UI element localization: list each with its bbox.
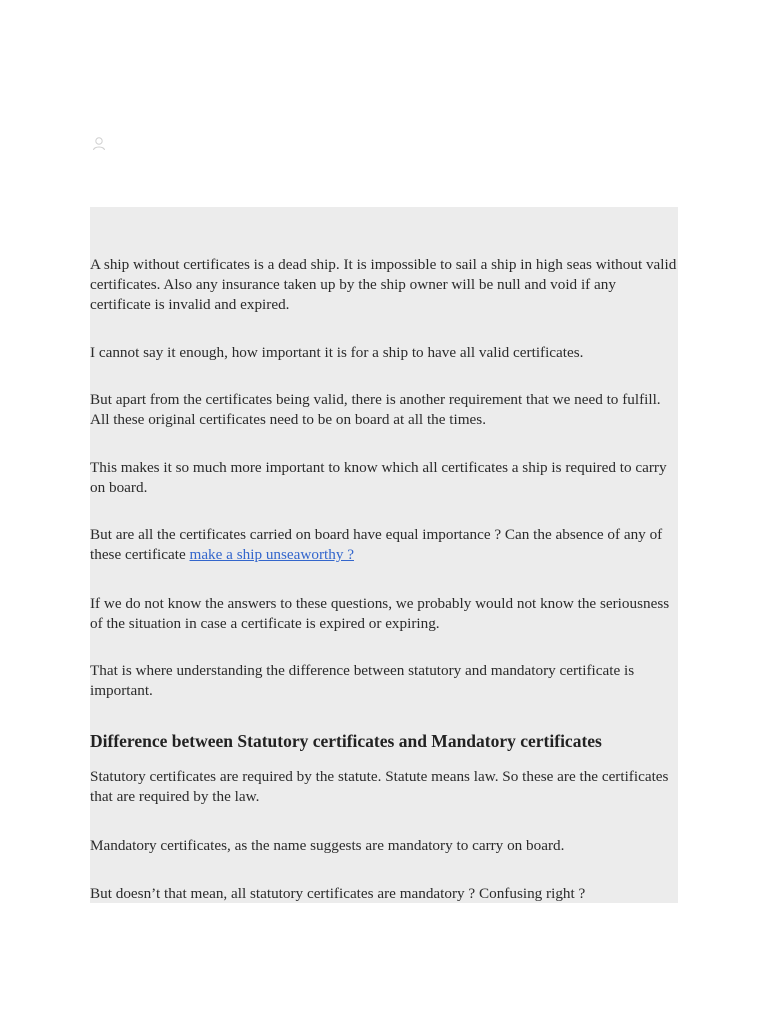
paragraph-which-certificates: This makes it so much more important to know which all certificates a ship is required to carry on board. <box>90 459 667 496</box>
paragraph-understanding: That is where understanding the difference between statutory and mandatory certificate is important. <box>90 662 635 699</box>
paragraph-answers: If we do not know the answers to these questions, we probably would not know the seriousness of the situation in case a certificate is expired or expiring. <box>90 595 670 632</box>
paragraph-intro: A ship without certificates is a dead ship. It is impossible to sail a ship in high seas without valid certificates. Also any insurance taken up by the ship owner will be null and void if any certificate is invalid and expired. <box>90 256 677 313</box>
article-body <box>90 207 678 903</box>
paragraph-mandatory: Mandatory certificates, as the name suggests are mandatory to carry on board. <box>90 837 565 854</box>
unseaworthy-link[interactable]: make a ship unseaworthy ? <box>189 546 354 563</box>
user-icon <box>91 135 107 151</box>
paragraph-statutory: Statutory certificates are required by the statute. Statute means law. So these are the certificates that are required by the law. <box>90 768 669 805</box>
paragraph-equal-importance-text: But are all the certificates carried on board have equal importance ? Can the absence of any of these certificate <box>90 526 663 563</box>
paragraph-onboard-requirement: But apart from the certificates being valid, there is another requirement that we need to fulfill. All these original certificates need to be on board at all the times. <box>90 391 661 428</box>
section-heading: Difference between Statutory certificates and Mandatory certificates <box>90 731 602 751</box>
paragraph-equal-importance <box>90 525 678 565</box>
paragraph-importance: I cannot say it enough, how important it is for a ship to have all valid certificates. <box>90 344 584 361</box>
paragraph-confusing: But doesn’t that mean, all statutory certificates are mandatory ? Confusing right ? <box>90 885 586 902</box>
